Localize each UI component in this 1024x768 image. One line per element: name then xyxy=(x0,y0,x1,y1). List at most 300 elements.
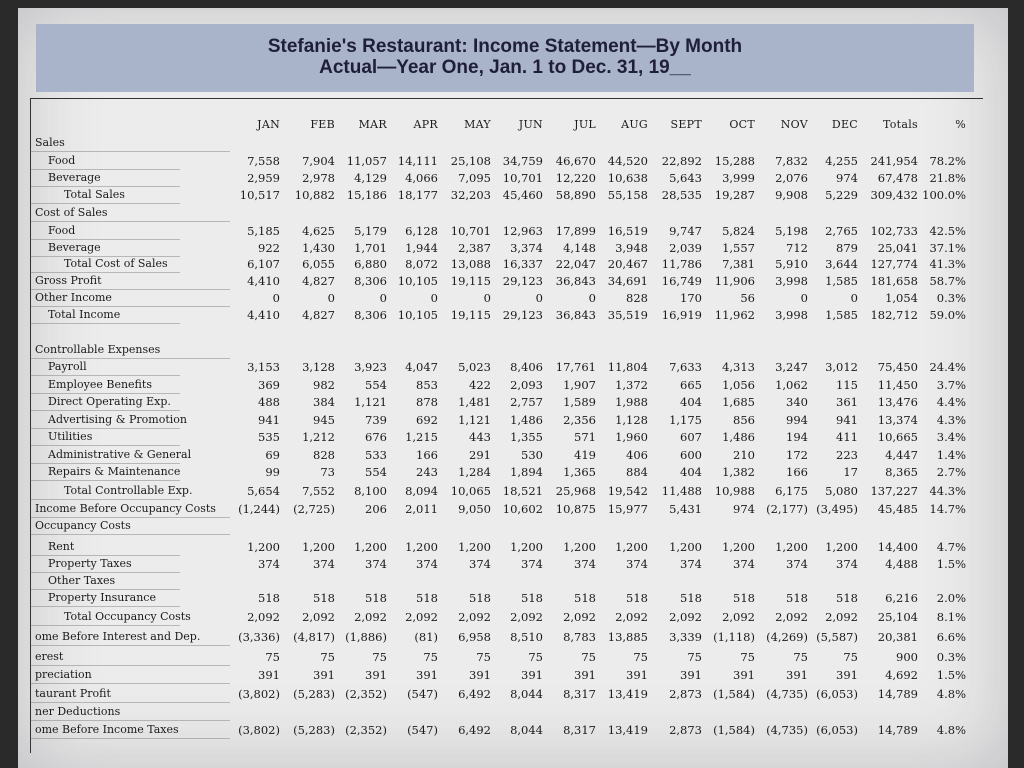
table-cell: 391 xyxy=(574,668,596,682)
table-cell: 181,658 xyxy=(870,274,918,288)
column-header: AUG xyxy=(621,118,648,131)
table-cell: 3,644 xyxy=(825,257,858,271)
table-cell: 13,885 xyxy=(607,630,648,644)
table-cell: 8,317 xyxy=(563,687,596,701)
table-cell: 3,998 xyxy=(775,274,808,288)
table-cell: 2,092 xyxy=(510,610,543,624)
table-cell: (5,587) xyxy=(816,630,858,644)
table-cell: 2,011 xyxy=(405,502,438,516)
row-label: Total Sales xyxy=(64,188,125,201)
table-cell: 3.7% xyxy=(936,378,966,392)
table-cell: 1,200 xyxy=(563,540,596,554)
table-cell: 0 xyxy=(272,291,280,305)
table-cell: 518 xyxy=(521,591,543,605)
table-cell: 75 xyxy=(740,650,755,664)
table-cell: (4,735) xyxy=(766,687,808,701)
table-cell: 13,419 xyxy=(607,687,648,701)
table-cell: 0 xyxy=(535,291,543,305)
table-cell: 223 xyxy=(836,448,858,462)
table-cell: 309,432 xyxy=(870,188,918,202)
table-cell: (1,244) xyxy=(238,502,280,516)
table-cell: 14.7% xyxy=(929,502,966,516)
row-label: Food xyxy=(48,154,76,167)
row-divider xyxy=(30,572,180,573)
table-cell: 42.5% xyxy=(929,224,966,238)
column-header: NOV xyxy=(780,118,808,131)
table-cell: 900 xyxy=(896,650,918,664)
table-cell: 994 xyxy=(786,413,808,427)
row-divider xyxy=(30,665,230,666)
table-cell: 75 xyxy=(528,650,543,664)
table-cell: 676 xyxy=(365,430,387,444)
row-label: Utilities xyxy=(48,430,93,443)
table-cell: 2,873 xyxy=(669,723,702,737)
table-cell: 56 xyxy=(740,291,755,305)
table-cell: 374 xyxy=(521,557,543,571)
table-cell: 374 xyxy=(365,557,387,571)
table-cell: 4,827 xyxy=(302,274,335,288)
table-cell: 853 xyxy=(416,378,438,392)
table-cell: 8,317 xyxy=(563,723,596,737)
table-cell: 3,128 xyxy=(302,360,335,374)
table-cell: 241,954 xyxy=(870,154,918,168)
row-label: ome Before Interest and Dep. xyxy=(35,630,201,643)
table-cell: 6,958 xyxy=(458,630,491,644)
table-cell: 974 xyxy=(836,171,858,185)
row-divider xyxy=(30,186,180,187)
table-cell: (2,177) xyxy=(766,502,808,516)
table-cell: 28,535 xyxy=(661,188,702,202)
table-cell: 182,712 xyxy=(870,308,918,322)
table-cell: 59.0% xyxy=(929,308,966,322)
table-cell: 8,510 xyxy=(510,630,543,644)
table-cell: 25,108 xyxy=(450,154,491,168)
table-cell: 36,843 xyxy=(555,274,596,288)
row-label: Cost of Sales xyxy=(35,206,108,219)
table-cell: 11,906 xyxy=(714,274,755,288)
column-header: JUN xyxy=(518,118,543,131)
table-cell: 36,843 xyxy=(555,308,596,322)
table-cell: 20,381 xyxy=(877,630,918,644)
table-cell: 1,200 xyxy=(775,540,808,554)
table-cell: 13,476 xyxy=(877,395,918,409)
table-cell: 206 xyxy=(365,502,387,516)
table-cell: 1,200 xyxy=(405,540,438,554)
row-divider xyxy=(30,463,180,464)
table-cell: 6.6% xyxy=(936,630,966,644)
table-cell: 75 xyxy=(581,650,596,664)
table-cell: 941 xyxy=(836,413,858,427)
table-cell: 4,447 xyxy=(885,448,918,462)
table-cell: 6,216 xyxy=(885,591,918,605)
table-cell: 7,832 xyxy=(775,154,808,168)
table-cell: 2,092 xyxy=(247,610,280,624)
table-cell: 10,105 xyxy=(397,308,438,322)
table-cell: 945 xyxy=(313,413,335,427)
table-cell: 0 xyxy=(588,291,596,305)
table-cell: 3,999 xyxy=(722,171,755,185)
table-cell: 8,044 xyxy=(510,687,543,701)
row-label: Other Income xyxy=(35,291,112,304)
table-cell: 391 xyxy=(416,668,438,682)
table-cell: 974 xyxy=(733,502,755,516)
table-cell: 99 xyxy=(265,465,280,479)
row-divider xyxy=(30,517,230,518)
table-cell: 13,419 xyxy=(607,723,648,737)
table-cell: (2,352) xyxy=(345,723,387,737)
table-cell: 1,382 xyxy=(722,465,755,479)
row-label: Property Taxes xyxy=(48,557,132,570)
table-cell: 391 xyxy=(733,668,755,682)
table-cell: 1,121 xyxy=(354,395,387,409)
table-cell: 17,761 xyxy=(555,360,596,374)
table-cell: 25,104 xyxy=(877,610,918,624)
table-cell: 7,381 xyxy=(722,257,755,271)
row-label: Total Cost of Sales xyxy=(64,257,168,270)
table-cell: 172 xyxy=(786,448,808,462)
row-divider xyxy=(30,375,180,376)
table-cell: (3,495) xyxy=(816,502,858,516)
table-cell: 391 xyxy=(258,668,280,682)
table-cell: 37.1% xyxy=(929,241,966,255)
table-cell: 8,306 xyxy=(354,308,387,322)
table-cell: 518 xyxy=(313,591,335,605)
table-cell: 1,907 xyxy=(563,378,596,392)
table-cell: 3,012 xyxy=(825,360,858,374)
table-cell: 374 xyxy=(416,557,438,571)
table-cell: 6,055 xyxy=(302,257,335,271)
table-cell: 2,039 xyxy=(669,241,702,255)
column-header: SEPT xyxy=(670,118,702,131)
table-cell: 374 xyxy=(626,557,648,571)
table-cell: (547) xyxy=(407,723,438,737)
table-cell: 194 xyxy=(786,430,808,444)
table-cell: 2,092 xyxy=(722,610,755,624)
table-cell: 5,179 xyxy=(354,224,387,238)
table-cell: 391 xyxy=(786,668,808,682)
table-cell: 374 xyxy=(469,557,491,571)
row-label: Food xyxy=(48,224,76,237)
table-cell: 0 xyxy=(850,291,858,305)
table-cell: 0 xyxy=(483,291,491,305)
table-cell: 1,486 xyxy=(510,413,543,427)
table-cell: (3,336) xyxy=(238,630,280,644)
row-divider xyxy=(30,239,180,240)
table-cell: 2,093 xyxy=(510,378,543,392)
table-cell: 58,890 xyxy=(555,188,596,202)
document-title xyxy=(36,36,974,78)
table-cell: 1,585 xyxy=(825,274,858,288)
table-cell: 922 xyxy=(258,241,280,255)
table-cell: 10,517 xyxy=(239,188,280,202)
table-cell: 10,988 xyxy=(714,484,755,498)
table-cell: 15,186 xyxy=(346,188,387,202)
table-cell: 8,072 xyxy=(405,257,438,271)
table-cell: 19,115 xyxy=(450,274,491,288)
row-divider xyxy=(30,393,180,394)
table-cell: 1,960 xyxy=(615,430,648,444)
table-cell: 518 xyxy=(626,591,648,605)
table-cell: 1,200 xyxy=(825,540,858,554)
table-cell: 25,968 xyxy=(555,484,596,498)
row-divider xyxy=(30,702,230,703)
table-cell: 10,701 xyxy=(502,171,543,185)
table-cell: 6,128 xyxy=(405,224,438,238)
row-divider xyxy=(30,221,230,222)
table-cell: 1,557 xyxy=(722,241,755,255)
table-cell: 11,786 xyxy=(661,257,702,271)
table-cell: 6,880 xyxy=(354,257,387,271)
table-cell: 2,092 xyxy=(563,610,596,624)
column-header: APR xyxy=(413,118,438,131)
table-cell: 9,050 xyxy=(458,502,491,516)
table-cell: 19,542 xyxy=(607,484,648,498)
row-label: Total Occupancy Costs xyxy=(64,610,191,623)
table-cell: 518 xyxy=(574,591,596,605)
table-cell: 11,450 xyxy=(877,378,918,392)
table-cell: 7,558 xyxy=(247,154,280,168)
table-cell: 2,092 xyxy=(825,610,858,624)
table-cell: 374 xyxy=(786,557,808,571)
table-cell: 10,602 xyxy=(502,502,543,516)
table-cell: 46,670 xyxy=(555,154,596,168)
table-cell: 982 xyxy=(313,378,335,392)
column-header: Totals xyxy=(882,118,918,131)
table-cell: 2,092 xyxy=(405,610,438,624)
table-cell: 5,654 xyxy=(247,484,280,498)
table-cell: 25,041 xyxy=(877,241,918,255)
table-cell: (3,802) xyxy=(238,687,280,701)
table-cell: 5,023 xyxy=(458,360,491,374)
table-cell: 2,765 xyxy=(825,224,858,238)
row-divider xyxy=(30,203,180,204)
table-cell: 75 xyxy=(843,650,858,664)
table-cell: 5,643 xyxy=(669,171,702,185)
table-cell: 1,365 xyxy=(563,465,596,479)
table-cell: 8,783 xyxy=(563,630,596,644)
row-label: Total Income xyxy=(48,308,121,321)
table-cell: 8.1% xyxy=(936,610,966,624)
table-cell: 600 xyxy=(680,448,702,462)
row-divider xyxy=(30,323,180,324)
table-cell: 374 xyxy=(574,557,596,571)
row-divider xyxy=(30,499,180,500)
table-cell: 17 xyxy=(843,465,858,479)
table-cell: 518 xyxy=(836,591,858,605)
table-cell: 67,478 xyxy=(877,171,918,185)
table-cell: 18,177 xyxy=(397,188,438,202)
row-label: Advertising & Promotion xyxy=(48,413,187,426)
table-cell: 7,095 xyxy=(458,171,491,185)
table-cell: 75 xyxy=(423,650,438,664)
row-divider xyxy=(30,358,230,359)
row-divider xyxy=(30,151,230,152)
table-cell: 1,372 xyxy=(615,378,648,392)
table-cell: 2,757 xyxy=(510,395,543,409)
table-cell: 1,200 xyxy=(354,540,387,554)
table-cell: 75 xyxy=(476,650,491,664)
table-cell: 45,460 xyxy=(502,188,543,202)
table-cell: 12,963 xyxy=(502,224,543,238)
table-cell: 391 xyxy=(313,668,335,682)
table-cell: 404 xyxy=(680,395,702,409)
table-cell: 878 xyxy=(416,395,438,409)
table-cell: (6,053) xyxy=(816,687,858,701)
table-cell: 8,365 xyxy=(885,465,918,479)
table-cell: 166 xyxy=(416,448,438,462)
row-label: Other Taxes xyxy=(48,574,116,587)
table-cell: 10,638 xyxy=(607,171,648,185)
table-cell: 18,521 xyxy=(502,484,543,498)
table-cell: 530 xyxy=(521,448,543,462)
table-cell: 41.3% xyxy=(929,257,966,271)
table-cell: 1,481 xyxy=(458,395,491,409)
table-cell: 75 xyxy=(687,650,702,664)
row-label: erest xyxy=(35,650,64,663)
table-cell: 69 xyxy=(265,448,280,462)
table-cell: 4.8% xyxy=(936,687,966,701)
table-cell: 4,410 xyxy=(247,274,280,288)
table-cell: 75,450 xyxy=(877,360,918,374)
table-cell: 10,105 xyxy=(397,274,438,288)
table-cell: 8,406 xyxy=(510,360,543,374)
table-cell: 0 xyxy=(800,291,808,305)
table-cell: 13,088 xyxy=(450,257,491,271)
table-cell: 8,044 xyxy=(510,723,543,737)
row-divider xyxy=(30,606,180,607)
table-cell: 1,212 xyxy=(302,430,335,444)
row-divider xyxy=(30,169,180,170)
table-cell: 10,701 xyxy=(450,224,491,238)
table-cell: 391 xyxy=(836,668,858,682)
table-cell: (1,886) xyxy=(345,630,387,644)
table-cell: 2,092 xyxy=(615,610,648,624)
table-cell: 518 xyxy=(786,591,808,605)
column-header: JUL xyxy=(574,118,596,131)
row-divider xyxy=(30,480,180,481)
row-label: Employee Benefits xyxy=(48,378,152,391)
table-cell: (3,802) xyxy=(238,723,280,737)
table-cell: 0.3% xyxy=(936,650,966,664)
row-label: Beverage xyxy=(48,241,101,254)
table-cell: 75 xyxy=(320,650,335,664)
row-divider xyxy=(30,720,230,721)
table-cell: 374 xyxy=(258,557,280,571)
table-cell: 34,759 xyxy=(502,154,543,168)
table-cell: 5,431 xyxy=(669,502,702,516)
table-cell: 4,827 xyxy=(302,308,335,322)
table-cell: 24.4% xyxy=(929,360,966,374)
table-cell: 374 xyxy=(836,557,858,571)
table-cell: 1,355 xyxy=(510,430,543,444)
table-cell: 1.5% xyxy=(936,557,966,571)
table-cell: 8,306 xyxy=(354,274,387,288)
table-cell: 7,552 xyxy=(302,484,335,498)
table-cell: 571 xyxy=(574,430,596,444)
table-cell: 1,284 xyxy=(458,465,491,479)
table-cell: 1,200 xyxy=(722,540,755,554)
table-cell: 712 xyxy=(786,241,808,255)
table-cell: 2.7% xyxy=(936,465,966,479)
table-cell: 1,121 xyxy=(458,413,491,427)
table-cell: (5,283) xyxy=(293,723,335,737)
table-cell: 9,747 xyxy=(669,224,702,238)
table-cell: 607 xyxy=(680,430,702,444)
table-cell: 422 xyxy=(469,378,491,392)
table-cell: 1,701 xyxy=(354,241,387,255)
table-cell: 75 xyxy=(265,650,280,664)
table-cell: 21.8% xyxy=(929,171,966,185)
table-cell: 1,585 xyxy=(825,308,858,322)
table-cell: 10,065 xyxy=(450,484,491,498)
row-divider xyxy=(30,410,180,411)
row-label: Occupancy Costs xyxy=(35,519,131,532)
table-cell: 665 xyxy=(680,378,702,392)
column-header: FEB xyxy=(310,118,335,131)
table-cell: 14,400 xyxy=(877,540,918,554)
row-label: Gross Profit xyxy=(35,274,102,287)
table-cell: (4,817) xyxy=(293,630,335,644)
table-cell: 4.3% xyxy=(936,413,966,427)
table-cell: 856 xyxy=(733,413,755,427)
table-cell: 14,789 xyxy=(877,723,918,737)
table-cell: 4,255 xyxy=(825,154,858,168)
row-divider xyxy=(30,534,230,535)
table-cell: 884 xyxy=(626,465,648,479)
table-cell: 78.2% xyxy=(929,154,966,168)
table-cell: 1,200 xyxy=(669,540,702,554)
table-cell: 13,374 xyxy=(877,413,918,427)
table-cell: 1.4% xyxy=(936,448,966,462)
table-cell: 75 xyxy=(372,650,387,664)
table-cell: 384 xyxy=(313,395,335,409)
table-cell: 19,287 xyxy=(714,188,755,202)
table-cell: 75 xyxy=(793,650,808,664)
table-cell: 166 xyxy=(786,465,808,479)
table-cell: 1.5% xyxy=(936,668,966,682)
table-cell: 1,200 xyxy=(247,540,280,554)
row-label: preciation xyxy=(35,668,92,681)
table-cell: 1,894 xyxy=(510,465,543,479)
table-cell: 22,892 xyxy=(661,154,702,168)
table-cell: 369 xyxy=(258,378,280,392)
table-cell: 4,488 xyxy=(885,557,918,571)
title-line-1: Stefanie's Restaurant: Income Statement—By Month xyxy=(267,36,743,57)
table-cell: 34,691 xyxy=(607,274,648,288)
table-cell: 3,948 xyxy=(615,241,648,255)
table-cell: 20,467 xyxy=(607,257,648,271)
table-cell: 488 xyxy=(258,395,280,409)
table-cell: 4.8% xyxy=(936,723,966,737)
row-divider xyxy=(30,272,180,273)
table-cell: 6,107 xyxy=(247,257,280,271)
table-cell: 1,056 xyxy=(722,378,755,392)
table-cell: (1,584) xyxy=(713,687,755,701)
table-cell: 8,094 xyxy=(405,484,438,498)
table-cell: 411 xyxy=(836,430,858,444)
table-cell: 1,200 xyxy=(302,540,335,554)
row-label: Repairs & Maintenance xyxy=(48,465,181,478)
table-cell: 102,733 xyxy=(870,224,918,238)
table-cell: (2,352) xyxy=(345,687,387,701)
row-label: Controllable Expenses xyxy=(35,343,161,356)
table-cell: 1,175 xyxy=(669,413,702,427)
table-cell: 12,220 xyxy=(555,171,596,185)
table-cell: 115 xyxy=(836,378,858,392)
table-cell: 518 xyxy=(469,591,491,605)
table-cell: 1,215 xyxy=(405,430,438,444)
table-cell: 4,625 xyxy=(302,224,335,238)
